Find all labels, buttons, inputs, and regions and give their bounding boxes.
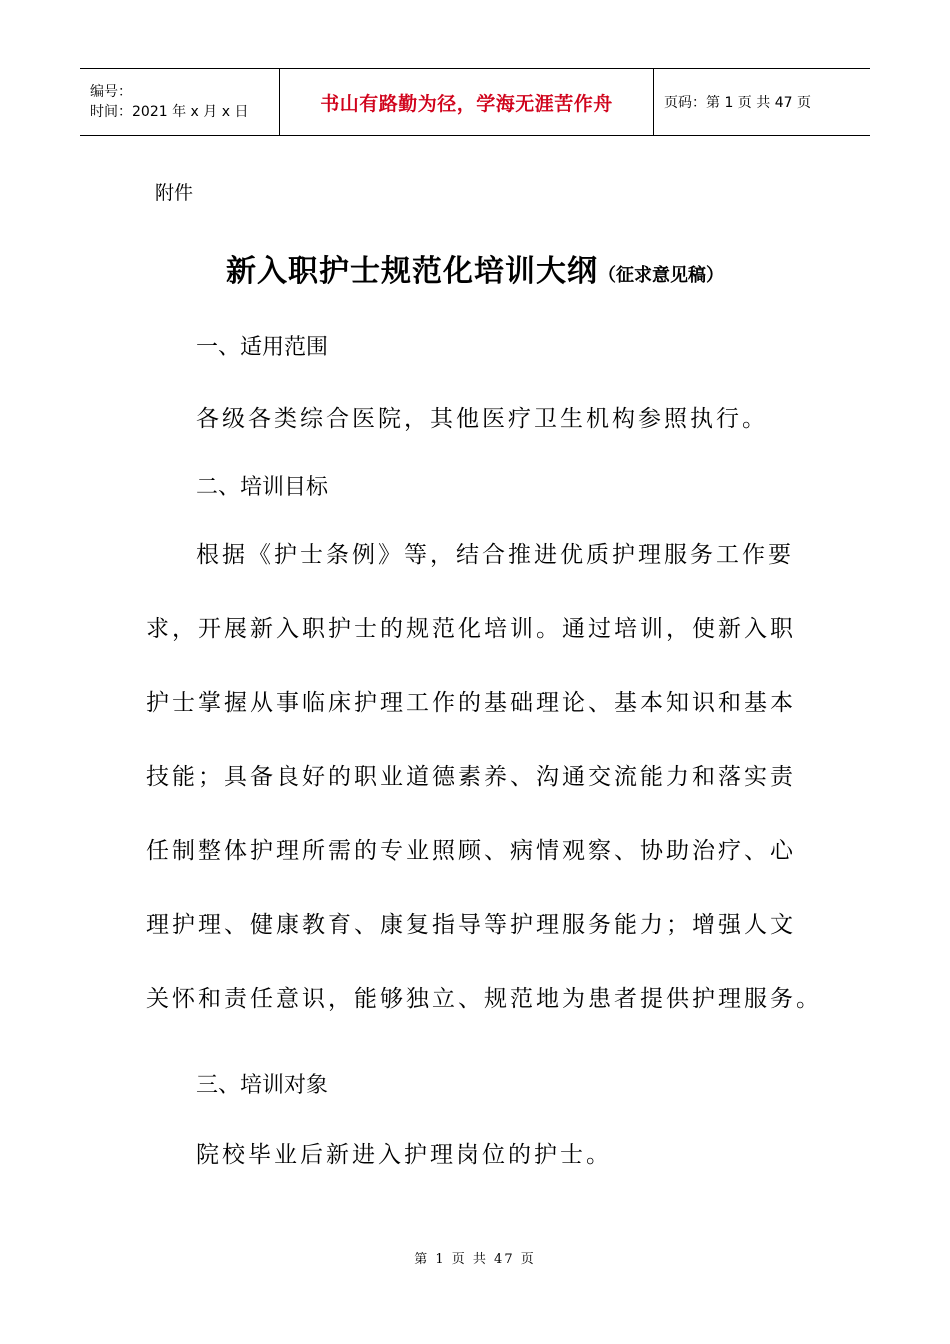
paragraph-line: 技能；具备良好的职业道德素养、沟通交流能力和落实责 [146, 764, 796, 790]
section-body-scope: 各级各类综合医院，其他医疗卫生机构参照执行。 [196, 406, 768, 432]
paragraph-line: 关怀和责任意识，能够独立、规范地为患者提供护理服务。 [146, 986, 822, 1012]
paragraph-line: 护士掌握从事临床护理工作的基础理论、基本知识和基本 [146, 690, 796, 716]
header-page-info [654, 69, 870, 135]
header-motto [280, 69, 654, 135]
section-body-goals [146, 536, 822, 1054]
page-header [80, 68, 870, 136]
page-info-text: 页码：第 1 页 共 47 页 [664, 95, 811, 111]
document-date-label: 时间：2021 年 x 月 x 日 [90, 104, 249, 120]
page-footer: 第 1 页 共 47 页 [414, 1252, 536, 1267]
document-number-label: 编号： [90, 84, 132, 100]
section-body-target: 院校毕业后新进入护理岗位的护士。 [196, 1142, 612, 1168]
paragraph-line: 根据《护士条例》等，结合推进优质护理服务工作要 [196, 542, 794, 568]
motto-text: 书山有路勤为径，学海无涯苦作舟 [320, 92, 613, 115]
paragraph-line: 理护理、健康教育、康复指导等护理服务能力；增强人文 [146, 912, 796, 938]
section-heading-target: 三、培训对象 [196, 1073, 329, 1098]
attachment-label: 附件 [155, 182, 194, 204]
title-main: 新入职护士规范化培训大纲 [226, 254, 598, 289]
paragraph-line: 任制整体护理所需的专业照顾、病情观察、协助治疗、心 [146, 838, 796, 864]
section-heading-goals: 二、培训目标 [196, 475, 329, 500]
title-sub: （征求意见稿） [598, 265, 724, 286]
paragraph-line: 求，开展新入职护士的规范化培训。通过培训，使新入职 [146, 616, 796, 642]
section-heading-scope: 一、适用范围 [196, 335, 329, 360]
header-meta [80, 69, 280, 135]
document-title [0, 246, 950, 290]
